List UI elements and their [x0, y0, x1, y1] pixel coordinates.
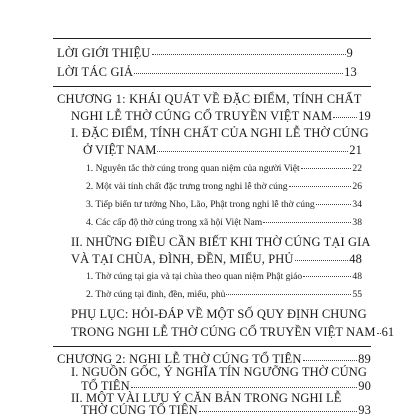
page-number: 61 [381, 325, 395, 339]
page-number: 9 [346, 46, 353, 60]
top-divider [53, 38, 371, 39]
page-number: 55 [352, 289, 362, 300]
entry-title: 3. Tiếp biến tư tưởng Nho, Lão, Phật trong nghi lễ thờ cúng [86, 199, 315, 210]
dot-leader [134, 73, 343, 74]
dot-leader [333, 117, 357, 118]
page-number: 89 [358, 352, 371, 366]
appendix-heading-line1[interactable]: PHỤ LỤC: HỎI-ĐÁP VỀ MỘT SỐ QUY ĐỊNH CHUNG [71, 307, 367, 321]
dot-leader [157, 151, 348, 152]
dot-leader [152, 54, 346, 55]
chapter1-heading-line1[interactable]: CHƯƠNG 1: KHÁI QUÁT VỀ ĐẶC ĐIỂM, TÍNH CHẤT [57, 92, 362, 106]
page-number: 13 [344, 65, 357, 79]
page-number: 93 [358, 403, 371, 417]
toc-entry-chapter2[interactable] [57, 353, 371, 366]
chapter2-divider [53, 346, 371, 347]
section-heading-line1[interactable]: II. MỘT VÀI LƯU Ý CĂN BẢN TRONG NGHI LỄ [71, 391, 342, 405]
dot-leader [289, 186, 352, 187]
page-number: 19 [358, 109, 371, 123]
toc-subentry[interactable] [86, 164, 362, 174]
section-heading-line1[interactable]: II. NHỮNG ĐIỀU CẦN BIẾT KHI THỜ CÚNG TẠI GIA [71, 235, 371, 249]
entry-title: NGHI LỄ THỜ CÚNG CỔ TRUYỀN VIỆT NAM [71, 109, 333, 123]
section-heading-line1[interactable]: I. NGUỒN GỐC, Ý NGHĨA TÍN NGƯỠNG THỜ CÚNG [71, 365, 367, 379]
dot-leader [131, 387, 358, 388]
page-number: 48 [352, 271, 362, 282]
page-number: 21 [349, 143, 362, 157]
dot-leader [316, 204, 352, 205]
entry-title: 1. Nguyên tắc thờ cúng trong quan niệm của người Việt [86, 163, 300, 174]
entry-title: 4. Các cấp độ thờ cúng trong xã hội Việt Nam [86, 217, 263, 228]
toc-entry-ch2-sec2[interactable] [81, 404, 371, 417]
chapter1-divider [53, 86, 371, 87]
toc-entry-author[interactable] [57, 66, 357, 79]
entry-title: Ở VIỆT NAM [83, 143, 157, 157]
page-number: 90 [358, 379, 371, 393]
entry-title: THỜ CÚNG TỔ TIÊN [81, 403, 198, 417]
toc-subentry[interactable] [86, 272, 362, 282]
dot-leader [377, 333, 381, 334]
toc-entry-ch1-sec1[interactable] [83, 144, 362, 157]
entry-title: 2. Thờ cúng tại đình, đền, miếu, phủ [86, 289, 226, 300]
entry-title: LỜI TÁC GIẢ [57, 65, 134, 79]
page-number: 34 [352, 199, 362, 210]
toc-entry-chapter1[interactable] [71, 110, 371, 123]
entry-title: TRONG NGHI LỄ THỜ CÚNG CỔ TRUYỀN VIỆT NAM [71, 325, 376, 339]
toc-subentry[interactable] [86, 182, 362, 192]
dot-leader [303, 276, 351, 277]
toc-subentry[interactable] [86, 218, 362, 228]
dot-leader [295, 260, 349, 261]
toc-entry-ch1-sec2[interactable] [71, 253, 362, 266]
entry-title: CHƯƠNG 2: NGHI LỄ THỜ CÚNG TỔ TIÊN [57, 352, 302, 366]
page-number: 22 [352, 163, 362, 174]
page-number: 38 [352, 217, 362, 228]
toc-entry-intro[interactable] [57, 47, 353, 60]
toc-entry-appendix[interactable] [71, 325, 395, 339]
page-number: 26 [352, 181, 362, 192]
toc-subentry[interactable] [86, 200, 362, 210]
page-number: 48 [349, 252, 362, 266]
dot-leader [301, 168, 352, 169]
toc-subentry[interactable] [86, 290, 362, 300]
dot-leader [226, 294, 351, 295]
entry-title: TỔ TIÊN [81, 379, 130, 393]
entry-title: 2. Một vài tính chất đặc trưng trong nghi lễ thờ cúng [86, 181, 288, 192]
section-heading-line1[interactable]: I. ĐẶC ĐIỂM, TÍNH CHẤT CỦA NGHI LỄ THỜ CÚNG [71, 126, 369, 140]
entry-title: 1. Thờ cúng tại gia và tại chùa theo quan niệm Phật giáo [86, 271, 303, 282]
dot-leader [303, 360, 357, 361]
entry-title: VÀ TẠI CHÙA, ĐÌNH, ĐỀN, MIẾU, PHỦ [71, 252, 294, 266]
dot-leader [263, 222, 351, 223]
dot-leader [199, 411, 358, 412]
entry-title: LỜI GIỚI THIỆU [57, 46, 151, 60]
